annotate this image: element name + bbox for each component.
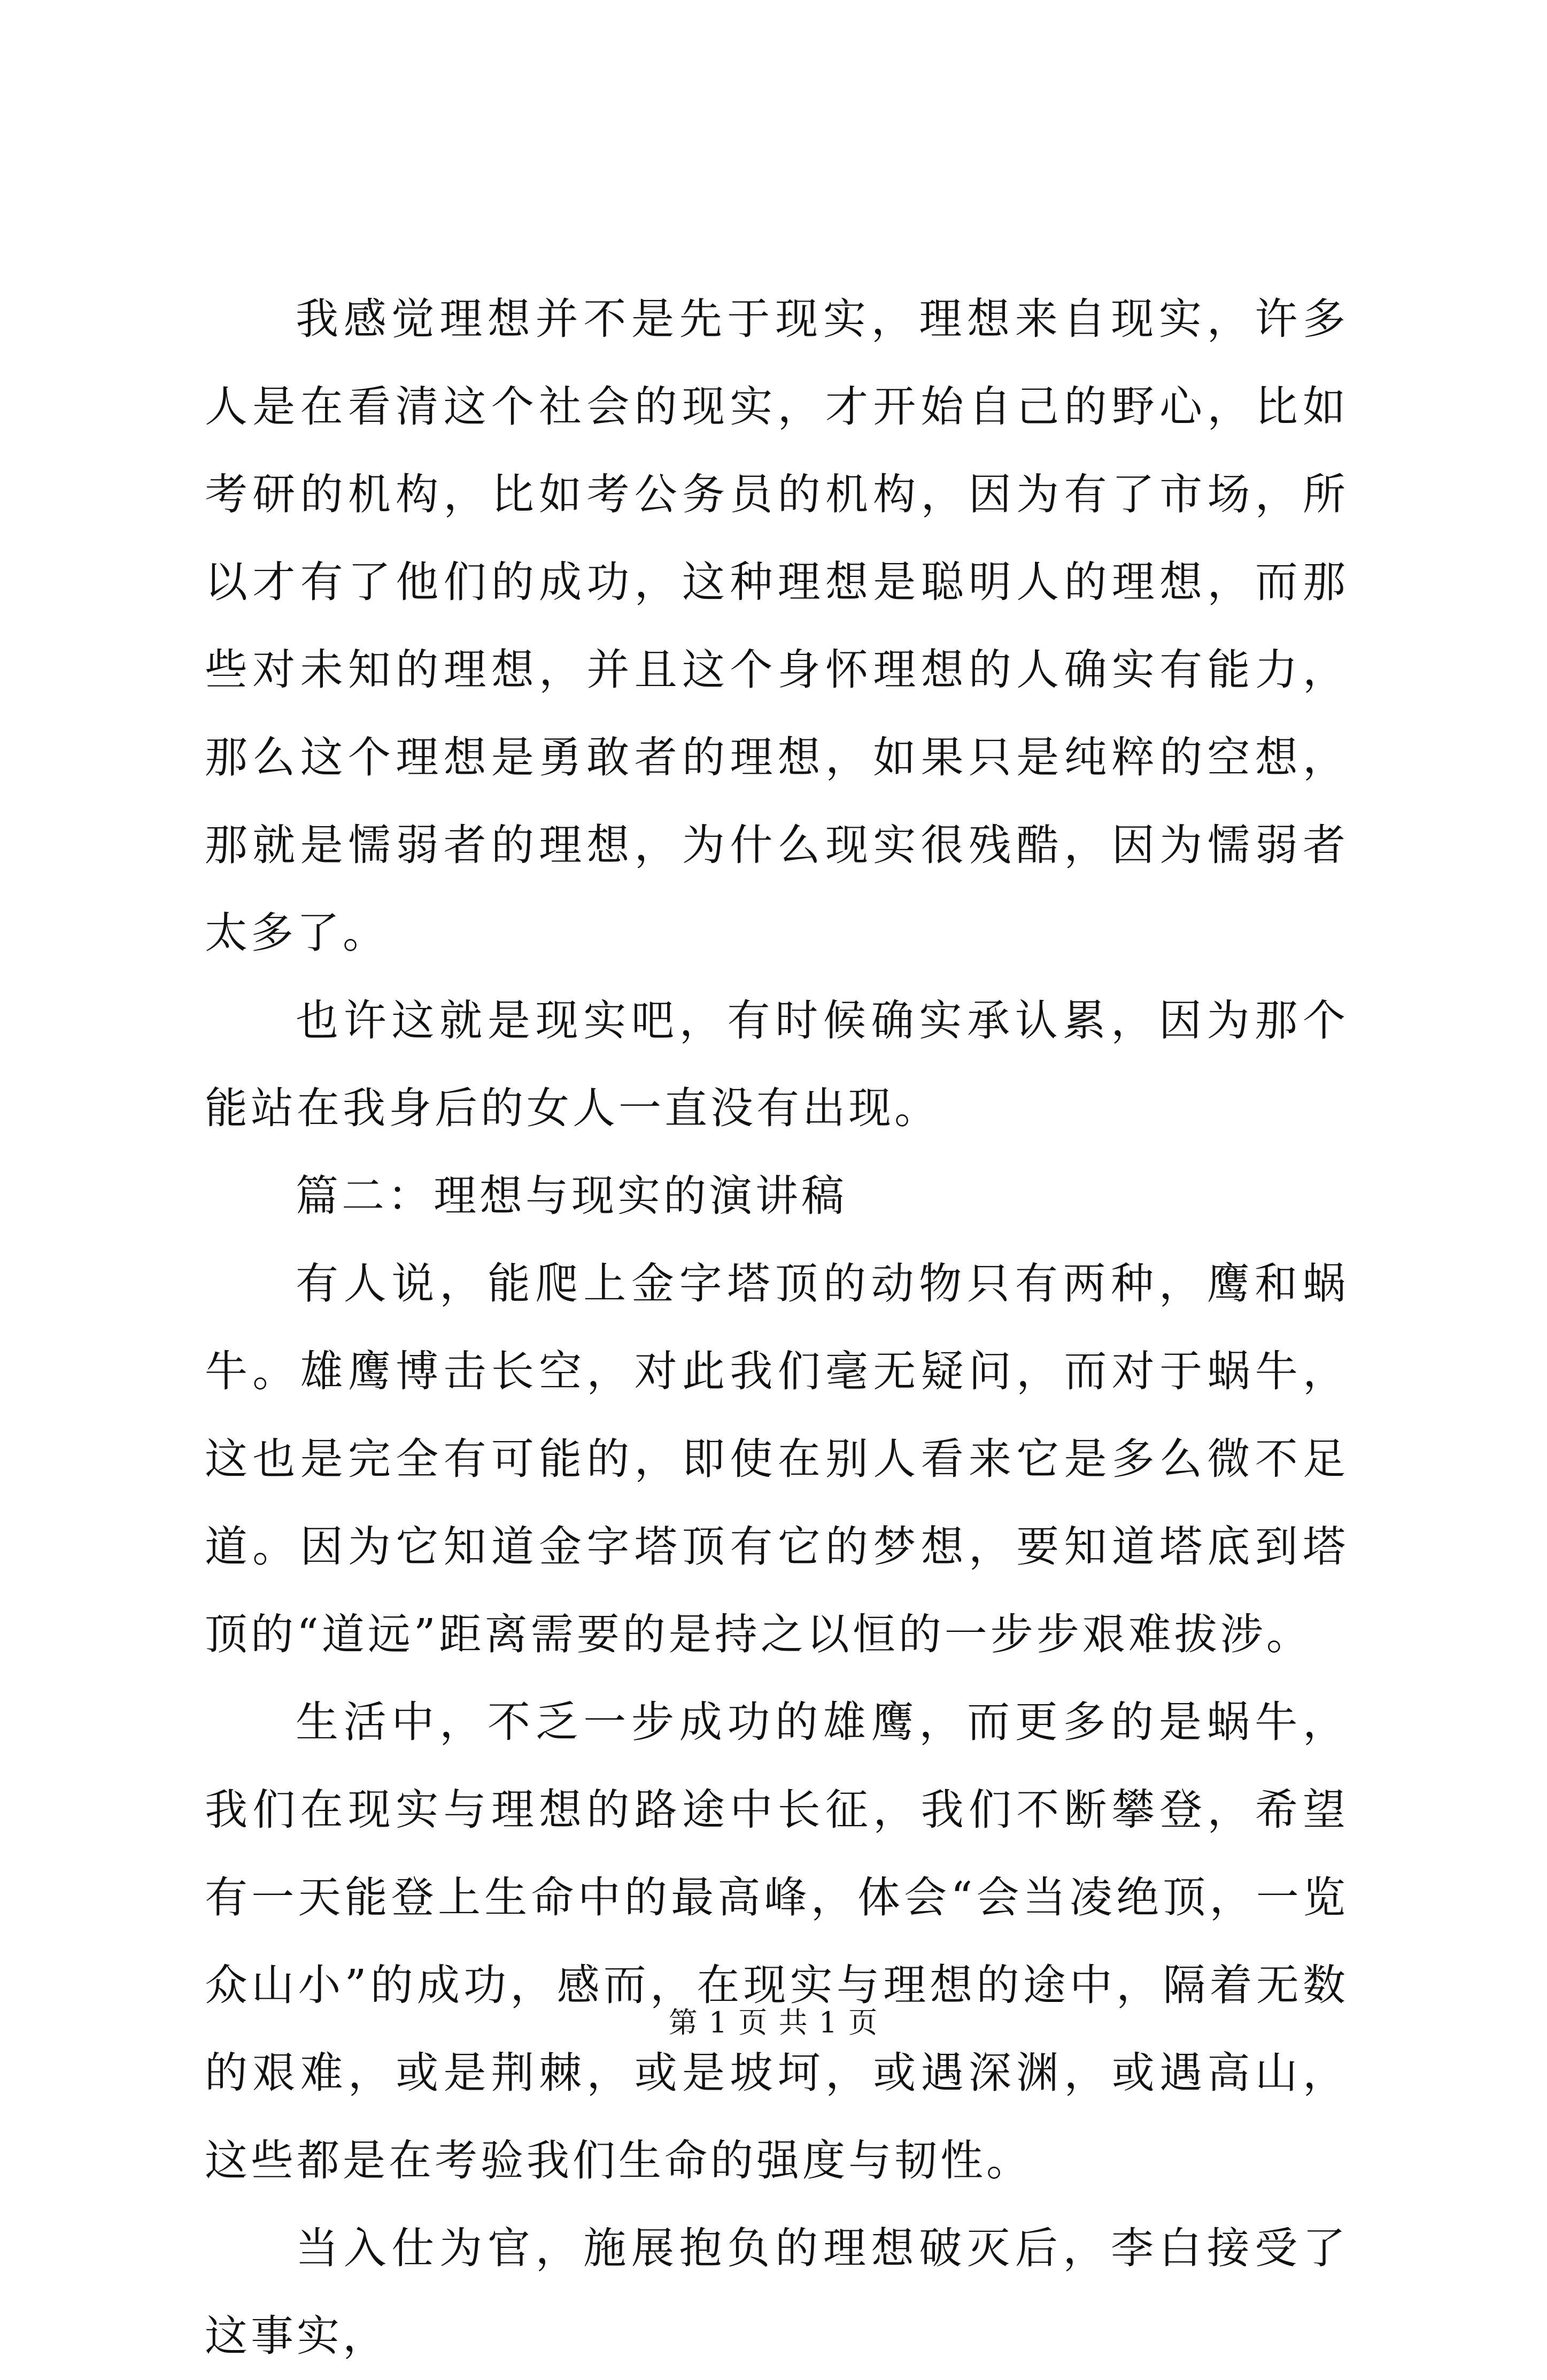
page-footer — [0, 2004, 1547, 2042]
paragraph: 生活中，不乏一步成功的雄鹰，而更多的是蜗牛，我们在现实与理想的路途中长征，我们不断攀登，希望有一天能登上生命中的最高峰，体会“会当凌绝顶，一览众山小”的成功，感而，在现实与理想的途中，隔着无数的艰难，或是荆棘，或是坡坷，或遇深渊，或遇高山，这些都是在考验我们生命的强度与韧性。 — [205, 1697, 1349, 2185]
paragraph: 当入仕为官，施展抱负的理想破灭后，李白接受了这事实， — [205, 2223, 1349, 2361]
paragraph: 也许这就是现实吧，有时候确实承认累，因为那个能站在我身后的女人一直没有出现。 — [205, 996, 1349, 1133]
paragraph: 有人说，能爬上金字塔顶的动物只有两种，鹰和蜗牛。雄鹰博击长空，对此我们毫无疑问，而对于蜗牛，这也是完全有可能的，即使在别人看来它是多么微不足道。因为它知道金字塔顶有它的梦想，要知道塔底到塔顶的“道远”距离需要的是持之以恒的一步步艰难拔涉。 — [205, 1259, 1349, 1659]
section-heading: 篇二：理想与现实的演讲稿 — [296, 1171, 847, 1221]
paragraph: 我感觉理想并不是先于现实，理想来自现实，许多人是在看清这个社会的现实，才开始自己的野心，比如考研的机构，比如考公务员的机构，因为有了市场，所以才有了他们的成功，这种理想是聪明人的理想，而那些对未知的理想，并且这个身怀理想的人确实有能力，那么这个理想是勇敢者的理想，如果只是纯粹的空想，那就是懦弱者的理想，为什么现实很残酷，因为懦弱者太多了。 — [205, 294, 1349, 958]
page-number: 第 1 页 共 1 页 — [668, 2006, 879, 2039]
document-body — [205, 275, 1349, 2380]
